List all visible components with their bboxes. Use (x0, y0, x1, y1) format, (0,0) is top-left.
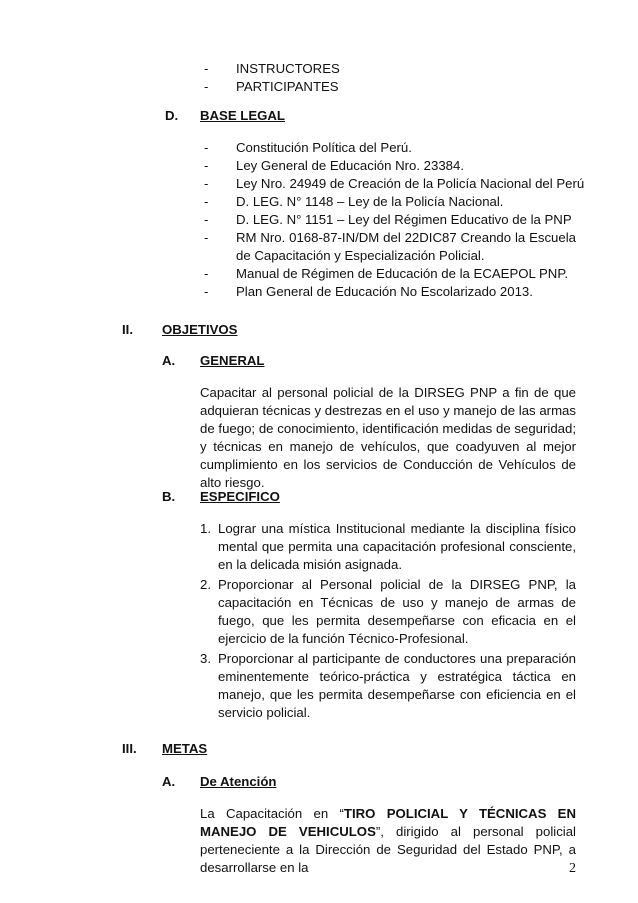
list-dash: - (204, 230, 209, 245)
metas-text-post: ”, dirigido al personal policial perteneciente a la Dirección de Seguridad del Estado PNP, a desarrollarse en la (200, 824, 576, 875)
legal-item: RM Nro. 0168-87-IN/DM del 22DIC87 Creando la Escuela de Capacitación y Especialización Policial. (236, 230, 576, 263)
subsection-title: ESPECIFICO (200, 489, 280, 504)
legal-item: Manual de Régimen de Educación de la ECAEPOL PNP. (236, 266, 569, 281)
item-number: 1. (200, 521, 211, 536)
page-number: 2 (569, 861, 576, 876)
course-name: TIRO POLICIAL Y TÉCNICAS EN MANEJO DE VEHICULOS (200, 806, 576, 839)
subsection-title: De Atención (200, 774, 277, 789)
specific-objective: Proporcionar al Personal policial de la DIRSEG PNP, la capacitación en Técnicas de uso y manejo de armas de fuego, que les permita desempeñarse con eficacia en el ejercicio de la función Técnico-Profesional. (218, 577, 576, 646)
specific-objective: Proporcionar al participante de conductores una preparación eminentemente teórico-práctica y estratégica táctica en manejo, que les permita desempeñarse con eficiencia en el servicio policial. (218, 651, 576, 720)
legal-item: D. LEG. N° 1151 – Ley del Régimen Educativo de la PNP (236, 212, 572, 227)
subsection-title: GENERAL (200, 353, 265, 368)
item-number: 2. (200, 577, 211, 592)
list-dash: - (204, 194, 209, 209)
intro-item: PARTICIPANTES (236, 79, 339, 94)
section-title: OBJETIVOS (162, 322, 238, 337)
section-letter: D. (165, 108, 179, 123)
subsection-letter: A. (162, 774, 176, 789)
section-numeral: III. (122, 741, 137, 756)
item-number: 3. (200, 651, 211, 666)
section-title: METAS (162, 741, 208, 756)
list-dash: - (204, 61, 209, 76)
general-objective-text: Capacitar al personal policial de la DIRSEG PNP a fin de que adquieran técnicas y destrezas en el uso y manejo de las armas de fuego; de conocimiento, identificación medidas de seguridad; y técnicas en manejo de vehículos, que coadyuven al mejor cumplimiento en los servicios de Conducción de Vehículos de alto riesgo. (200, 385, 576, 490)
list-dash: - (204, 140, 209, 155)
metas-text-pre: La Capacitación en “ (200, 806, 344, 821)
legal-item: Ley General de Educación Nro. 23384. (236, 158, 464, 173)
list-dash: - (204, 266, 209, 281)
metas-attention-text (200, 805, 576, 877)
section-numeral: II. (122, 322, 133, 337)
legal-item: Ley Nro. 24949 de Creación de la Policía Nacional del Perú (236, 176, 585, 191)
list-dash: - (204, 158, 209, 173)
list-dash: - (204, 212, 209, 227)
legal-item: D. LEG. N° 1148 – Ley de la Policía Nacional. (236, 194, 504, 209)
subsection-letter: A. (162, 353, 176, 368)
subsection-letter: B. (162, 489, 176, 504)
legal-item: Constitución Política del Perú. (236, 140, 412, 155)
list-dash: - (204, 176, 209, 191)
section-title: BASE LEGAL (200, 108, 285, 123)
specific-objective: Lograr una mística Institucional mediante la disciplina físico mental que permita una capacitación profesional consciente, en la delicada misión asignada. (218, 521, 576, 572)
list-dash: - (204, 284, 209, 299)
legal-item: Plan General de Educación No Escolarizado 2013. (236, 284, 533, 299)
list-dash: - (204, 79, 209, 94)
intro-item: INSTRUCTORES (236, 61, 340, 76)
